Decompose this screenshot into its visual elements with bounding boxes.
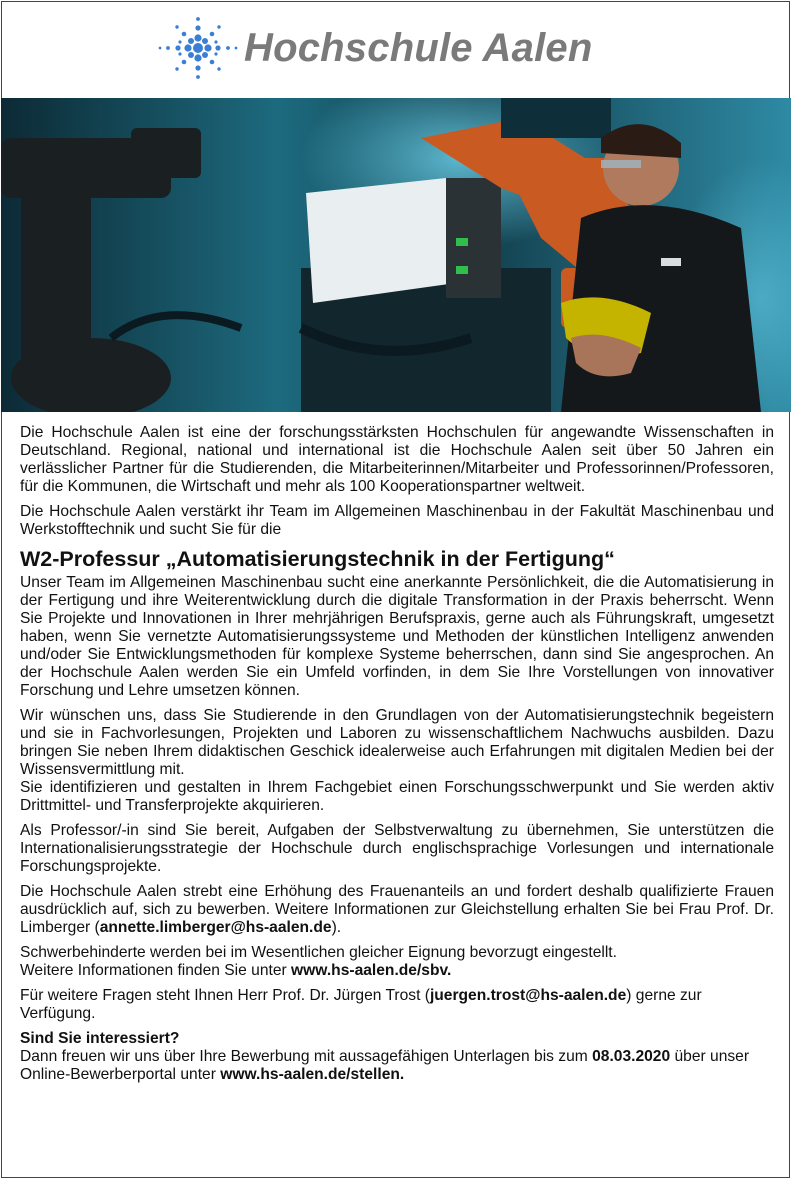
job-ad-text [20, 424, 774, 1084]
position-title: W2-Professur „Automatisierungstechnik in der Fertigung“ [20, 547, 615, 571]
robot-lab-photo [1, 98, 791, 412]
equality-email-link[interactable]: annette.limberger@hs-aalen.de [99, 919, 332, 936]
contact-paragraph: Für weitere Fragen steht Ihnen Herr Prof. Dr. Jürgen Trost (juergen.trost@hs-aalen.de) gerne zur Verfügung. [20, 987, 702, 1022]
header [0, 0, 793, 98]
header-photo [1, 98, 791, 412]
deadline-date: 08.03.2020 [592, 1048, 671, 1065]
teaching-paragraph: Wir wünschen uns, dass Sie Studierende in den Grundlagen von der Automatisierungstechnik begeistern und sie in Fachvorlesungen, Projekten und Laboren zu wissenschaftlichem Nachwuchs ausbilden. Dazu bringen Sie neben Ihrem didaktischen Geschick idealerweise auch Erfahrungen mit digitalen Medien bei der Wissensvermittlung mit. [20, 707, 774, 778]
application-portal-link[interactable]: www.hs-aalen.de/stellen. [220, 1066, 405, 1083]
contact-email-link[interactable]: juergen.trost@hs-aalen.de [429, 987, 627, 1004]
intro-paragraph-2: Die Hochschule Aalen verstärkt ihr Team im Allgemeinen Maschinenbau in der Fakultät Maschinenbau und Werkstofftechnik und sucht Sie für die [20, 503, 774, 538]
profile-paragraph: Unser Team im Allgemeinen Maschinenbau sucht eine anerkannte Persönlichkeit, die die Automatisierung in der Fertigung und ihre Weiterentwicklung durch die digitale Transformation in der Praxis beherrscht. Wenn Sie Projekte und Innovationen in Ihrer mehrjährigen Berufspraxis, gerne auch als Führungskraft, umgesetzt haben, wenn Sie vernetzte Automatisierungssysteme und Methoden der künstlichen Intelligenz anwenden und/oder Sie Entwicklungsmethoden für komplexe Systeme beherrschen, dann sind Sie angesprochen. An der Hochschule Aalen werden Sie ein Umfeld vorfinden, in dem Sie Ihre Vorstellungen von innovativer Forschung und Lehre umsetzen können. [20, 574, 774, 699]
administration-paragraph: Als Professor/-in sind Sie bereit, Aufgaben der Selbstverwaltung zu übernehmen, Sie unterstützen die Internationalisierungsstrategie der Hochschule durch englischsprachige Vorlesungen und internationale Forschungsprojekte. [20, 822, 774, 875]
institution-name: Hochschule Aalen [244, 26, 593, 70]
disability-paragraph: Schwerbehinderte werden bei im Wesentlichen gleicher Eignung bevorzugt eingestellt. Weitere Informationen finden Sie unter www.hs-aalen.de/sbv. [20, 944, 617, 979]
equality-paragraph: Die Hochschule Aalen strebt eine Erhöhung des Frauenanteils an und fordert deshalb qualifizierte Frauen ausdrücklich auf, sich zu bewerben. Weitere Informationen zur Gleichstellung erhalten Sie bei Frau Prof. Dr. Limberger (annette.limberger@hs-aalen.de). [20, 883, 774, 936]
sbv-link[interactable]: www.hs-aalen.de/sbv. [291, 962, 452, 979]
research-paragraph: Sie identifizieren und gestalten in Ihrem Fachgebiet einen Forschungsschwerpunkt und Sie werden aktiv Drittmittel- und Transferprojekte akquirieren. [20, 779, 774, 814]
logo-star-icon [154, 16, 242, 80]
intro-paragraph-1: Die Hochschule Aalen ist eine der forschungsstärksten Hochschulen für angewandte Wissenschaften in Deutschland. Regional, national und international ist die Hochschule Aalen seit über 50 Jahren ein verlässlicher Partner für die Studierenden, die Mitarbeiterinnen/Mitarbeiter und Professorinnen/Professoren, für die Kommunen, die Wirtschaft und mehr als 100 Kooperationspartner weltweit. [20, 424, 774, 495]
application-paragraph: Sind Sie interessiert? Dann freuen wir uns über Ihre Bewerbung mit aussagefähigen Unterlagen bis zum 08.03.2020 über unser Online-Bewerberportal unter www.hs-aalen.de/stellen. [20, 1030, 750, 1083]
cta-heading: Sind Sie interessiert? [20, 1030, 180, 1047]
